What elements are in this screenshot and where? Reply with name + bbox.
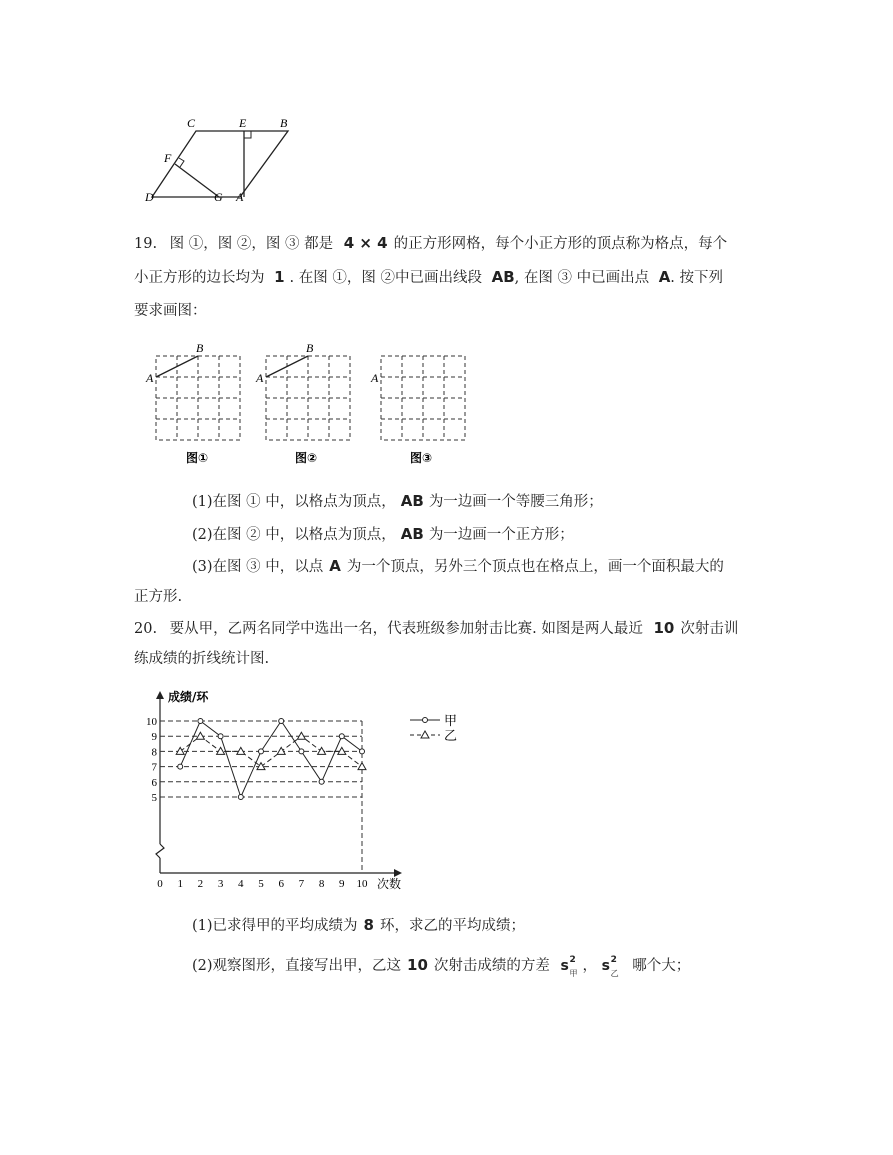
point-jia-10	[360, 749, 365, 754]
y-tick-8: 8	[151, 746, 157, 759]
x-tick-3: 3	[217, 878, 224, 890]
x-tick-7: 7	[298, 878, 305, 890]
label-G: G	[214, 190, 223, 204]
point-jia-2	[198, 719, 203, 724]
y-tick-6: 6	[151, 776, 157, 789]
q19-line1: 19. 图 ①，图 ②，图 ③ 都是 4 × 4 的正方形网格，每个小正方形的顶点称为格点，每个	[134, 234, 728, 252]
label-D: D	[145, 190, 154, 204]
q19-line3: 要求画图：	[134, 303, 207, 319]
point-yi-10	[358, 763, 366, 770]
fig1-caption: 图①	[186, 451, 209, 465]
label-C: C	[187, 116, 196, 130]
q20-line1: 20. 要从甲，乙两名同学中选出一名，代表班级参加射击比赛. 如图是两人最近 10 次射击训	[134, 619, 739, 637]
x-tick-6: 6	[278, 878, 284, 890]
chart-ylabel: 成绩/环	[168, 690, 209, 704]
q20-sub1: (1)已求得甲的平均成绩为 8 环，求乙的平均成绩；	[192, 916, 525, 934]
variance-yi: s 2 乙	[601, 955, 619, 978]
point-jia-1	[178, 764, 183, 769]
q19-sub3-cont: 正方形.	[134, 589, 183, 605]
fig2-caption: 图②	[295, 451, 318, 465]
label-B: B	[280, 116, 288, 130]
fig2-label-b: B	[306, 341, 314, 355]
score-line-chart	[140, 683, 480, 893]
fig1-label-b: B	[196, 341, 204, 355]
q19-sub2: (2)在图 ② 中，以格点为顶点， AB 为一边画一个正方形；	[192, 525, 574, 543]
q20-sub2: (2)观察图形，直接写出甲，乙这 10 次射击成绩的方差 s 2 甲 ， s 2 乙 哪个大；	[192, 955, 691, 978]
chart-xlabel: 次数	[377, 877, 402, 891]
x-tick-4: 4	[238, 878, 244, 890]
point-jia-4	[238, 795, 243, 800]
x-tick-10: 10	[356, 878, 368, 890]
point-jia-9	[339, 734, 344, 739]
x-tick-2: 2	[197, 878, 204, 890]
x-tick-0: 0	[157, 878, 163, 890]
legend-jia: 甲	[444, 713, 458, 728]
point-jia-6	[279, 719, 284, 724]
y-tick-10: 10	[146, 716, 157, 728]
chart-legend	[410, 713, 457, 743]
fig1-label-a: A	[146, 371, 154, 385]
series-line-yi	[180, 736, 362, 766]
point-yi-5	[257, 763, 265, 770]
label-A: A	[236, 190, 244, 204]
y-tick-9: 9	[151, 731, 157, 744]
q20-line2: 练成绩的折线统计图.	[134, 651, 270, 667]
point-jia-3	[218, 734, 223, 739]
x-tick-9: 9	[339, 878, 345, 890]
x-tick-5: 5	[258, 878, 264, 890]
y-tick-5: 5	[151, 792, 157, 804]
label-F: F	[164, 151, 172, 165]
point-jia-5	[259, 749, 264, 754]
label-E: E	[239, 116, 247, 130]
q19-sub1: (1)在图 ① 中，以格点为顶点， AB 为一边画一个等腰三角形；	[192, 492, 603, 510]
variance-jia: s 2 甲	[560, 955, 578, 978]
q19-line2: 小正方形的边长均为 1 . 在图 ①，图 ②中已画出线段 AB, 在图 ③ 中已画出点 A. 按下列	[134, 268, 724, 286]
legend-yi: 乙	[444, 728, 458, 743]
parallelogram-figure	[140, 115, 300, 210]
fig3-caption: 图③	[410, 451, 433, 465]
q19-sub3: (3)在图 ③ 中，以点 A 为一个顶点，另外三个顶点也在格点上，画一个面积最大的	[192, 557, 724, 575]
fig3-label-a: A	[371, 371, 379, 385]
point-jia-7	[299, 749, 304, 754]
fig2-label-a: A	[256, 371, 264, 385]
grid-figures	[140, 338, 480, 468]
x-tick-8: 8	[318, 878, 325, 890]
y-tick-7: 7	[151, 761, 157, 774]
x-tick-1: 1	[177, 878, 183, 890]
point-jia-8	[319, 779, 324, 784]
